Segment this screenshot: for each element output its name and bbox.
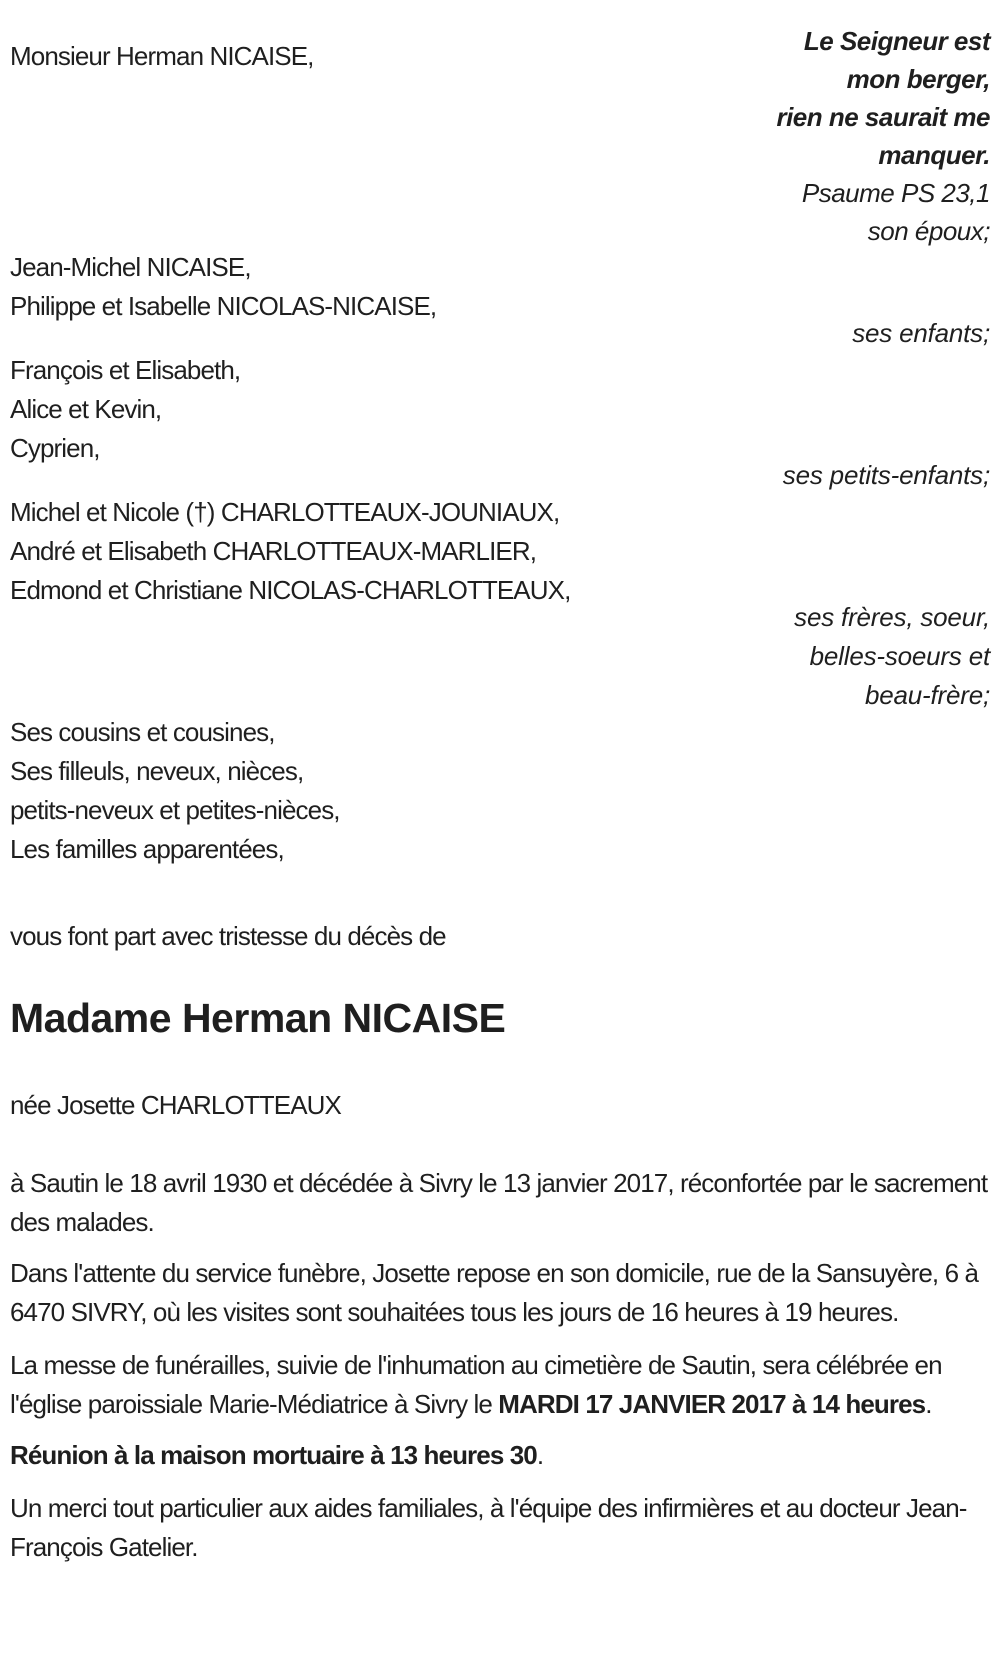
relation-label-line: beau-frère; bbox=[865, 680, 990, 710]
relation-label: ses enfants; bbox=[852, 318, 990, 348]
family-group-children bbox=[10, 248, 990, 353]
life-dates-paragraph: à Sautin le 18 avril 1930 et décédée à Sivry le 13 janvier 2017, réconfortée par le sacrement des malades. bbox=[10, 1168, 988, 1237]
funeral-mass-suffix: . bbox=[925, 1389, 932, 1419]
family-member-line: Cyprien, bbox=[10, 433, 100, 463]
gathering-highlight: Réunion à la maison mortuaire à 13 heures 30 bbox=[10, 1440, 537, 1470]
family-member-line: petits-neveux et petites-nièces, bbox=[10, 795, 340, 825]
family-member-line: Ses cousins et cousines, bbox=[10, 717, 275, 747]
family-member-line: Ses filleuls, neveux, nièces, bbox=[10, 756, 304, 786]
family-member-line: François et Elisabeth, bbox=[10, 355, 241, 385]
family-member-line: Jean-Michel NICAISE, bbox=[10, 252, 251, 282]
psalm-quote-line: mon berger, bbox=[846, 64, 990, 94]
relation-label: ses petits-enfants; bbox=[782, 460, 990, 490]
funeral-date-highlight: MARDI 17 JANVIER 2017 à 14 heures bbox=[498, 1389, 926, 1419]
family-group-grandchildren bbox=[10, 351, 990, 495]
relation-label-line: belles-soeurs et bbox=[809, 641, 990, 671]
family-member-line: Les familles apparentées, bbox=[10, 834, 284, 864]
psalm-quote-line: rien ne saurait me bbox=[776, 102, 990, 132]
header bbox=[10, 22, 990, 250]
family-member-line: Michel et Nicole (†) CHARLOTTEAUX-JOUNIAUX, bbox=[10, 497, 560, 527]
relation-label-line: ses frères, soeur, bbox=[794, 602, 990, 632]
family-group-extended bbox=[10, 713, 990, 869]
relation-label-block bbox=[10, 598, 990, 715]
family-member-line: Alice et Kevin, bbox=[10, 394, 162, 424]
psalm-epigraph bbox=[776, 22, 990, 250]
repose-paragraph: Dans l'attente du service funèbre, Josette repose en son domicile, rue de la Sansuyère, 6 à 6470 SIVRY, où les visites sont souhaitées tous les jours de 16 heures à 19 heures. bbox=[10, 1258, 979, 1327]
funeral-mass-text: La messe de funérailles, suivie de l'inhumation au cimetière de Sautin, sera célébrée en l'église paroissiale Marie-Médiatrice à Sivry le bbox=[10, 1350, 942, 1419]
psalm-quote-line: manquer. bbox=[878, 140, 990, 170]
epigraph-attribution: son époux; bbox=[867, 216, 990, 246]
family-section bbox=[10, 248, 990, 869]
psalm-quote-line: Le Seigneur est bbox=[803, 26, 990, 56]
announcement-intro: vous font part avec tristesse du décès de bbox=[10, 921, 446, 951]
psalm-source: Psaume PS 23,1 bbox=[801, 178, 990, 208]
gathering-suffix: . bbox=[536, 1440, 544, 1470]
family-member-line: Edmond et Christiane NICOLAS-CHARLOTTEAUX, bbox=[10, 575, 571, 605]
maiden-name: née Josette CHARLOTTEAUX bbox=[10, 1090, 341, 1120]
thanks-paragraph: Un merci tout particulier aux aides familiales, à l'équipe des infirmières et au docteur Jean-François Gatelier. bbox=[10, 1493, 967, 1562]
family-group-siblings bbox=[10, 493, 990, 715]
family-member-line: André et Elisabeth CHARLOTTEAUX-MARLIER, bbox=[10, 536, 537, 566]
family-member-line: Philippe et Isabelle NICOLAS-NICAISE, bbox=[10, 291, 437, 321]
spouse-name: Monsieur Herman NICAISE, bbox=[10, 41, 314, 71]
funeral-mass-paragraph bbox=[10, 1346, 990, 1424]
deceased-name-heading: Madame Herman NICAISE bbox=[10, 995, 506, 1041]
gathering-paragraph bbox=[10, 1436, 990, 1475]
